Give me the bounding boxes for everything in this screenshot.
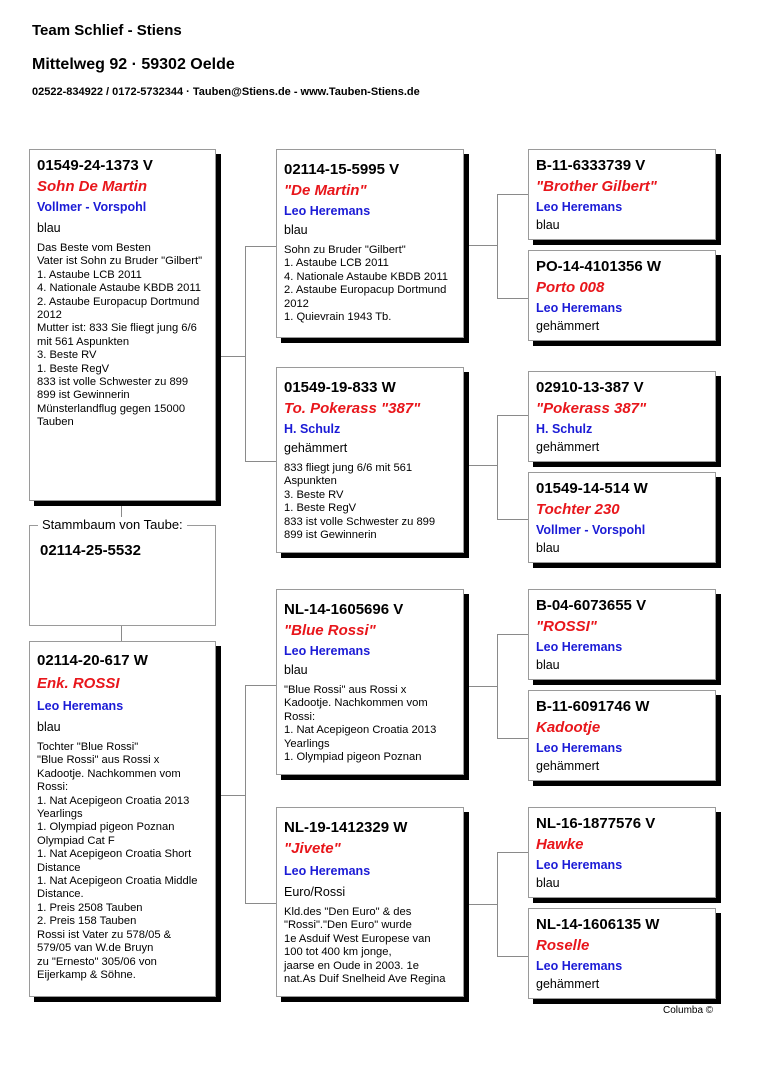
connector-gp3-vertical (497, 634, 498, 738)
connector-to-ggp8 (497, 956, 528, 957)
pigeon-color: gehämmert (536, 319, 600, 333)
connector-to-ggp1 (497, 194, 528, 195)
ring-number: 01549-24-1373 V (37, 157, 153, 174)
ring-number: PO-14-4101356 W (536, 258, 662, 275)
connector-dam-vertical (245, 685, 246, 903)
connector-gp3-out (464, 686, 497, 687)
connector-gp1-out (464, 245, 497, 246)
ring-number: B-04-6073655 V (536, 597, 647, 614)
connector-gp2-out (464, 465, 497, 466)
pigeon-name: To. Pokerass "387" (284, 400, 421, 417)
address: Mittelweg 92 · 59302 Oelde (32, 56, 235, 73)
pigeon-notes: 833 fliegt jung 6/6 mit 561 Aspunkten 3. Beste RV 1. Beste RegV 833 ist volle Schwester zu 899 899 ist Gewinnerin (284, 462, 436, 542)
connector-sire-vertical (245, 246, 246, 461)
breeder: Leo Heremans (37, 699, 124, 713)
pigeon-color: blau (284, 663, 308, 677)
breeder: Leo Heremans (536, 741, 623, 755)
pigeon-notes: Das Beste vom Besten Vater ist Sohn zu Bruder "Gilbert" 1. Astaube LCB 2011 4. Nationale Astaube KBDB 2011 2. Astaube Europacup Dortmund 2012 Mutter ist: 833 Sie fliegt jung 6/6 mit 561 Aspunkten 3. Beste RV 1. Beste RegV 833 ist volle Schwester zu 899 899 ist Gewinnerin Münsterlandflug gegen 15000 Tauben (37, 242, 203, 429)
great-grandparent-card[interactable] (528, 149, 716, 240)
pigeon-name: "Pokerass 387" (536, 400, 647, 417)
great-grandparent-card[interactable] (528, 908, 716, 999)
pigeon-color: blau (536, 658, 560, 672)
connector-to-gp3 (245, 685, 276, 686)
great-grandparent-card[interactable] (528, 371, 716, 462)
ring-number: NL-14-1605696 V (284, 601, 404, 618)
connector-to-ggp3 (497, 415, 528, 416)
connector-to-gp2 (245, 461, 276, 462)
connector-to-gp4 (245, 903, 276, 904)
pigeon-name: Sohn De Martin (37, 178, 148, 195)
connector-to-ggp6 (497, 738, 528, 739)
connector-gp4-out (464, 904, 497, 905)
pigeon-name: "ROSSI" (536, 618, 597, 635)
pigeon-color: blau (37, 720, 61, 734)
subject-ring: 02114-25-5532 (40, 542, 141, 559)
breeder: Leo Heremans (536, 959, 623, 973)
breeder: H. Schulz (284, 422, 341, 436)
pigeon-name: Hawke (536, 836, 584, 853)
connector-to-ggp4 (497, 519, 528, 520)
breeder: Vollmer - Vorspohl (536, 523, 646, 537)
pigeon-color: blau (284, 223, 308, 237)
pigeon-color: gehämmert (284, 441, 348, 455)
ring-number: 01549-14-514 W (536, 480, 648, 497)
great-grandparent-card[interactable] (528, 589, 716, 680)
ring-number: 02114-15-5995 V (284, 161, 400, 178)
great-grandparent-card[interactable] (528, 250, 716, 341)
ring-number: 02114-20-617 W (37, 652, 148, 669)
grandparent-card[interactable] (276, 807, 464, 997)
ring-number: B-11-6333739 V (536, 157, 646, 174)
pigeon-color: blau (37, 221, 61, 235)
pigeon-color: blau (536, 218, 560, 232)
breeder: Leo Heremans (536, 200, 623, 214)
sire-card[interactable] (29, 149, 216, 501)
ring-number: NL-19-1412329 W (284, 819, 408, 836)
pigeon-name: "Jivete" (284, 840, 341, 857)
breeder: Vollmer - Vorspohl (37, 200, 147, 214)
pigeon-name: Enk. ROSSI (37, 675, 120, 692)
pigeon-color: gehämmert (536, 977, 600, 991)
subject-pedigree-box (29, 517, 216, 626)
pigeon-color: blau (536, 541, 560, 555)
connector-dam-out (216, 795, 245, 796)
great-grandparent-card[interactable] (528, 690, 716, 781)
ring-number: 01549-19-833 W (284, 379, 396, 396)
connector-to-ggp7 (497, 852, 528, 853)
pigeon-color: gehämmert (536, 440, 600, 454)
connector-to-ggp5 (497, 634, 528, 635)
connector-sire-out (216, 356, 245, 357)
pigeon-name: Kadootje (536, 719, 601, 736)
connector-subject-dam (121, 626, 122, 641)
dam-card[interactable] (29, 641, 216, 997)
connector-to-ggp2 (497, 298, 528, 299)
subject-label: Stammbaum von Taube: (38, 517, 187, 532)
connector-gp2-vertical (497, 415, 498, 519)
breeder: Leo Heremans (284, 864, 371, 878)
connector-to-gp1 (245, 246, 276, 247)
contact-info: 02522-834922 / 0172-5732344 · Tauben@Stiens.de - www.Tauben-Stiens.de (32, 86, 420, 98)
breeder: Leo Heremans (284, 204, 371, 218)
ring-number: B-11-6091746 W (536, 698, 650, 715)
pigeon-color: gehämmert (536, 759, 600, 773)
grandparent-card[interactable] (276, 589, 464, 775)
pigeon-name: "De Martin" (284, 182, 367, 199)
grandparent-card[interactable] (276, 149, 464, 338)
great-grandparent-card[interactable] (528, 472, 716, 563)
connector-gp4-vertical (497, 852, 498, 956)
breeder: H. Schulz (536, 422, 593, 436)
great-grandparent-card[interactable] (528, 807, 716, 898)
pigeon-notes: "Blue Rossi" aus Rossi x Kadootje. Nachkommen vom Rossi: 1. Nat Acepigeon Croatia 2013 Yearlings 1. Olympiad pigeon Poznan (284, 684, 437, 764)
team-name: Team Schlief - Stiens (32, 22, 182, 39)
ring-number: NL-14-1606135 W (536, 916, 660, 933)
footer-credit: Columba © (663, 1005, 714, 1016)
pigeon-name: "Blue Rossi" (284, 622, 376, 639)
breeder: Leo Heremans (284, 644, 371, 658)
ring-number: 02910-13-387 V (536, 379, 644, 396)
connector-gp1-vertical (497, 194, 498, 298)
breeder: Leo Heremans (536, 301, 623, 315)
pigeon-name: Roselle (536, 937, 590, 954)
pigeon-notes: Tochter "Blue Rossi" "Blue Rossi" aus Rossi x Kadootje. Nachkommen vom Rossi: 1. Nat Acepigeon Croatia 2013 Yearlings 1. Olympiad pigeon Poznan Olympiad Cat F 1. Nat Acepigeon Croatia Short Distance 1. Nat Acepigeon Croatia Middle Distance. 1. Preis 2508 Tauben 2. Preis 158 Tauben Rossi ist Vater zu 578/05 & 579/05 van W.de Bruyn zu "Ernesto" 305/06 von Eijerkamp & Söhne. (37, 741, 198, 981)
pigeon-name: "Brother Gilbert" (536, 178, 657, 195)
breeder: Leo Heremans (536, 640, 623, 654)
pigeon-name: Porto 008 (536, 279, 605, 296)
breeder: Leo Heremans (536, 858, 623, 872)
ring-number: NL-16-1877576 V (536, 815, 656, 832)
grandparent-card[interactable] (276, 367, 464, 553)
pigeon-color: blau (536, 876, 560, 890)
pigeon-color: Euro/Rossi (284, 885, 346, 899)
pigeon-name: Tochter 230 (536, 501, 620, 518)
pigeon-notes: Kld.des "Den Euro" & des "Rossi"."Den Euro" wurde 1e Asduif West Europese van 100 tot 400 km jonge, jaarse en Oude in 2003. 1e nat.As Duif Snelheid Ave Regina (284, 906, 446, 986)
pigeon-notes: Sohn zu Bruder "Gilbert" 1. Astaube LCB 2011 4. Nationale Astaube KBDB 2011 2. Astaube Europacup Dortmund 2012 1. Quievrain 1943 Tb. (284, 244, 448, 324)
